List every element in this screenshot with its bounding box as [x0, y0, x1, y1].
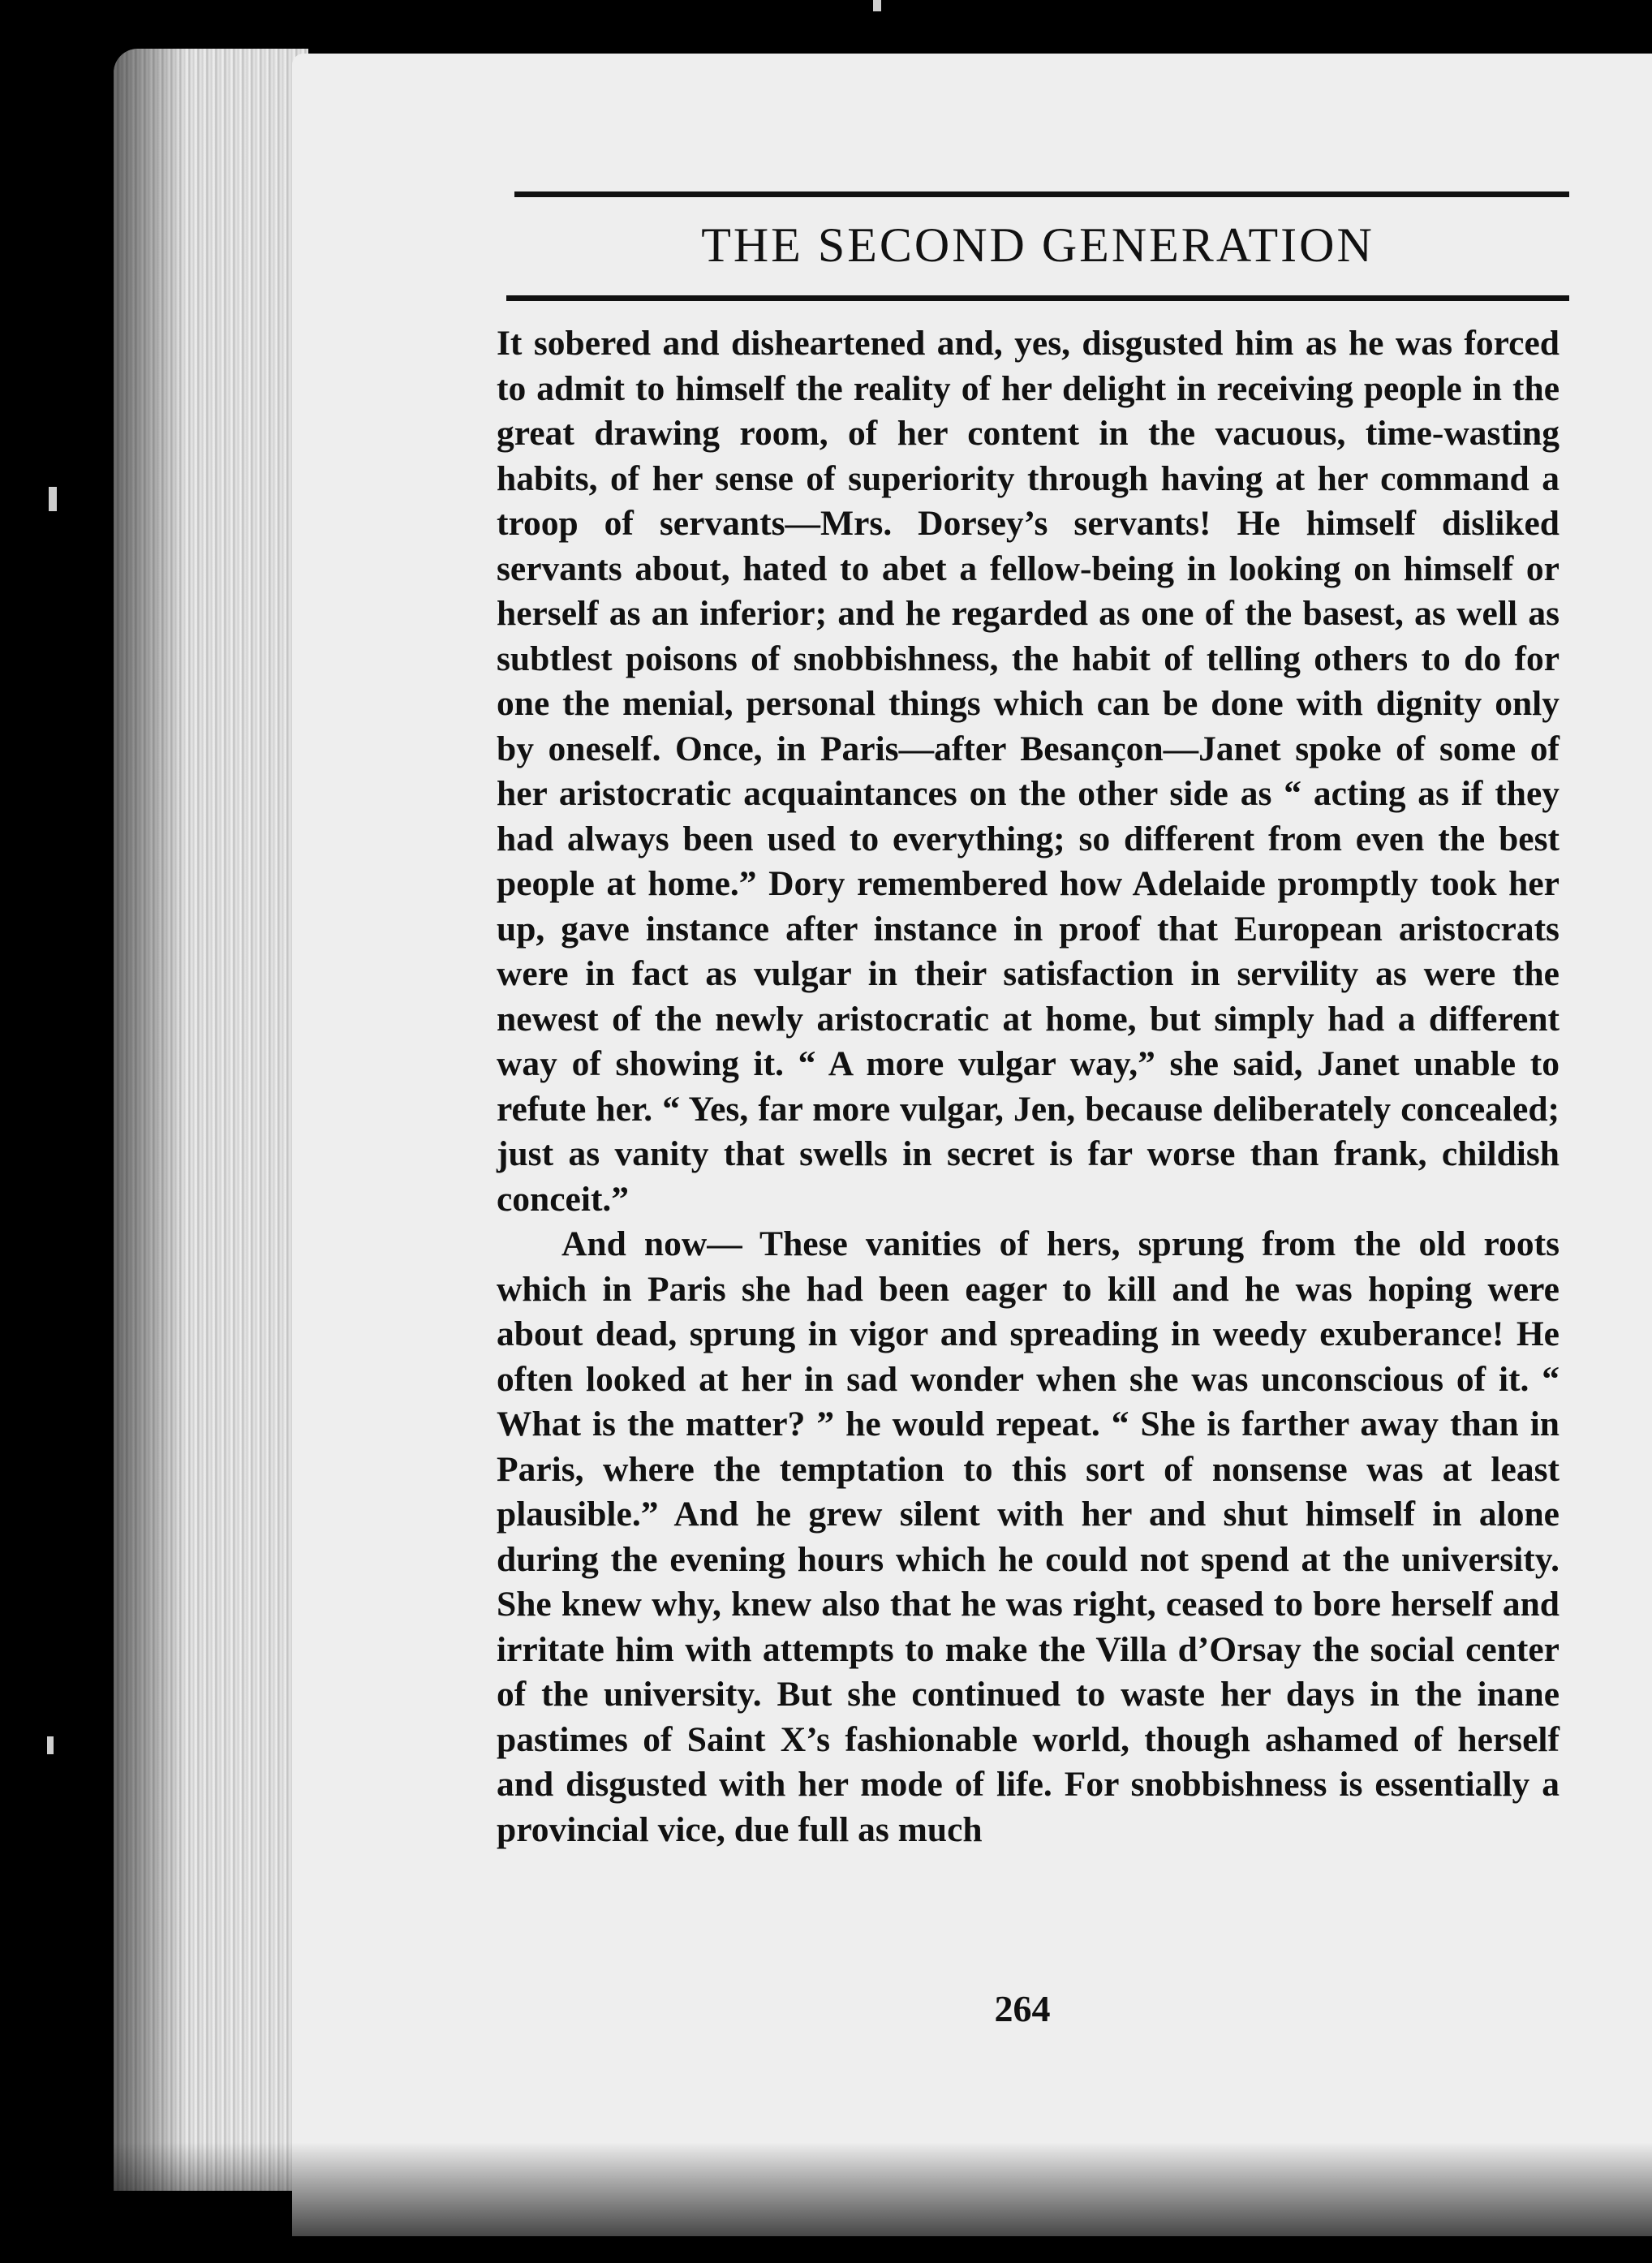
page-bottom-shadow — [114, 2142, 1652, 2263]
paragraph: It sobered and disheartened and, yes, disgusted him as he was forced to admit to himself the reality of her delight in receiving people in the great drawing room, of her content in the vacuous, time-wasting habits, of her sense of superiority through having at her command a troop of servants—Mrs. Dorsey’s servants! He himself disliked servants about, hated to abet a fellow-being in looking on himself or herself as an inferior; and he regarded as one of the basest, as well as subtlest poisons of snobbishness, the habit of telling others to do for one the menial, personal things which can be done with dignity only by oneself. Once, in Paris—after Besançon—Janet spoke of some of her aristocratic acquaintances on the other side as “ acting as if they had always been used to everything; so different from even the best people at home.” Dory remembered how Adelaide promptly took her up, gave instance after instance in proof that European aristocrats were in fact as vulgar in their satisfaction in servility as were the newest of the newly aristocratic at home, but simply had a different way of showing it. “ A more vulgar way,” she said, Janet unable to refute her. “ Yes, far more vulgar, Jen, because deliberately concealed; just as vanity that swells in secret is far worse than frank, childish conceit.” — [497, 324, 1560, 1219]
page-edges-shadow — [114, 49, 187, 2191]
running-head: THE SECOND GENERATION — [701, 218, 1375, 272]
header-rule-bottom — [506, 295, 1569, 301]
body-text — [497, 321, 1560, 1852]
paragraph: And now— These vanities of hers, sprung from the old roots which in Paris she had been eager to kill and he was hoping were about dead, sprung in vigor and spreading in weedy exuberance! He often looked at her in sad wonder when she was unconscious of it. “ What is the matter? ” he would repeat. “ She is farther away than in Paris, where the temptation to this sort of nonsense was at least plausible.” And he grew silent with her and shut himself in alone during the evening hours which he could not spend at the university. She knew why, knew also that he was right, ceased to bore herself and irritate him with attempts to make the Villa d’Orsay the social center of the university. But she continued to waste her days in the inane pastimes of Saint X’s fashionable world, though ashamed of herself and disgusted with her mode of life. For snobbishness is essentially a provincial vice, due full as much — [497, 1224, 1560, 1849]
scan-speck — [47, 1736, 54, 1754]
scan-speck — [49, 487, 57, 511]
header-rule-top — [514, 191, 1569, 197]
scan-speck — [873, 0, 881, 11]
page-number: 264 — [994, 1988, 1051, 2029]
